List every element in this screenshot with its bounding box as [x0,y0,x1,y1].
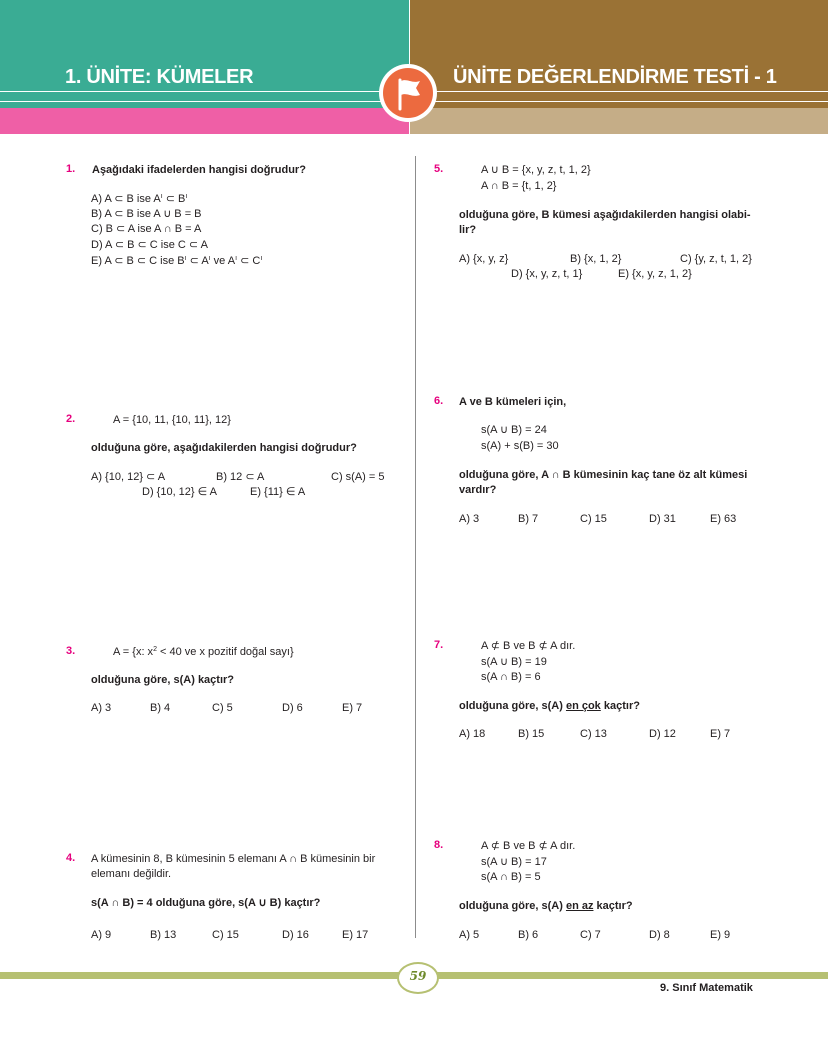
question-given-3: s(A ∩ B) = 6 [481,671,541,683]
option-a: A) {10, 12} ⊂ A [91,471,166,483]
question-intro: A ve B kümeleri için, [459,396,567,408]
question-given-2: s(A ∪ B) = 17 [481,856,547,868]
question-given: A = {x: $x^2 < 40$ ve x pozitif doğal sayı} [113,646,294,658]
option-a: A) 18 [459,728,486,740]
question-stem-line2: lir? [459,224,477,236]
question-given-2: A ∩ B = {t, 1, 2} [481,180,557,192]
option-d: D) 6 [282,702,303,714]
question-number: 6. [434,395,444,407]
question-number: 3. [66,645,76,657]
question-text-line2: elemanı değildir. [91,868,172,880]
option-d: D) 12 [649,728,676,740]
option-b: B) 7 [518,513,539,525]
option-e: E) 7 [710,728,731,740]
option-e: E) {x, y, z, 1, 2} [618,268,692,280]
question-stem: olduğuna göre, s(A) en az kaçtır? [459,900,633,912]
question-given-1: A ∪ B = {x, y, z, t, 1, 2} [481,164,591,176]
question-given-1: A ⊄ B ve B ⊄ A dır. [481,640,576,652]
question-stem-line2: vardır? [459,484,497,496]
option-a: A) A ⊂ B ise $A^ı$ ⊂ $B^ı$ [91,193,188,205]
option-e: E) 9 [710,929,731,941]
option-c: C) 7 [580,929,601,941]
page-number: 59 [409,969,427,983]
unit-title: 1. ÜNİTE: KÜMELER [65,66,254,88]
option-e: E) 63 [710,513,737,525]
column-divider [415,156,416,938]
option-a: A) 3 [91,702,112,714]
option-c: C) 15 [212,929,239,941]
flag-icon [383,68,433,118]
question-stem: Aşağıdaki ifadelerden hangisi doğrudur? [92,164,306,176]
option-c: C) 15 [580,513,607,525]
option-e: E) 17 [342,929,369,941]
option-a: A) {x, y, z} [459,253,509,265]
option-b: B) 13 [150,929,177,941]
question-number: 2. [66,413,76,425]
option-e: E) A ⊂ B ⊂ C ise $B^ı$ ⊂ $A^ı$ ve $A^ı$ ⊂ $C^ı$ [91,255,263,267]
option-b: B) A ⊂ B ise A ∪ B = B [91,208,202,220]
option-b: B) 15 [518,728,545,740]
option-d: D) {x, y, z, t, 1} [511,268,583,280]
option-c: C) {y, z, t, 1, 2} [680,253,752,265]
question-number: 1. [66,163,76,175]
question-given-2: s(A) + s(B) = 30 [481,440,559,452]
question-given-3: s(A ∩ B) = 5 [481,871,541,883]
option-d: D) A ⊂ B ⊂ C ise C ⊂ A [91,239,208,251]
question-given-1: s(A ∪ B) = 24 [481,424,547,436]
book-title: 9. Sınıf Matematik [660,982,753,994]
question-number: 4. [66,852,76,864]
option-a: A) 9 [91,929,112,941]
test-title: ÜNİTE DEĞERLENDİRME TESTİ - 1 [453,66,777,88]
option-c: C) s(A) = 5 [331,471,385,483]
option-a: A) 5 [459,929,480,941]
question-given-2: s(A ∪ B) = 19 [481,656,547,668]
header-left-stripe [0,108,409,134]
question-text-line1: A kümesinin 8, B kümesinin 5 elemanı A ∩ B kümesinin bir [91,853,376,865]
question-stem-line1: olduğuna göre, B kümesi aşağıdakilerden hangisi olabi- [459,209,751,221]
question-stem: olduğuna göre, s(A) en çok kaçtır? [459,700,640,712]
option-a: A) 3 [459,513,480,525]
option-b: B) 4 [150,702,171,714]
option-d: D) 16 [282,929,309,941]
option-b: B) {x, 1, 2} [570,253,622,265]
question-number: 5. [434,163,444,175]
question-number: 8. [434,839,444,851]
question-given-1: A ⊄ B ve B ⊄ A dır. [481,840,576,852]
option-d: D) 31 [649,513,676,525]
option-c: C) 13 [580,728,607,740]
option-b: B) 12 ⊂ A [216,471,265,483]
option-d: D) {10, 12} ∈ A [142,486,218,498]
question-stem: olduğuna göre, s(A) kaçtır? [91,674,235,686]
option-e: E) 7 [342,702,363,714]
question-given: A = {10, 11, {10, 11}, 12} [113,414,231,426]
header-right-stripe [410,108,828,134]
question-stem-line1: olduğuna göre, A ∩ B kümesinin kaç tane öz alt kümesi [459,469,748,481]
option-c: C) B ⊂ A ise A ∩ B = A [91,223,202,235]
option-c: C) 5 [212,702,233,714]
option-e: E) {11} ∈ A [250,486,306,498]
option-b: B) 6 [518,929,539,941]
option-d: D) 8 [649,929,670,941]
question-stem: olduğuna göre, aşağıdakilerden hangisi doğrudur? [91,442,357,454]
question-stem: s(A ∩ B) = 4 olduğuna göre, s(A ∪ B) kaçtır? [91,897,321,909]
question-number: 7. [434,639,444,651]
